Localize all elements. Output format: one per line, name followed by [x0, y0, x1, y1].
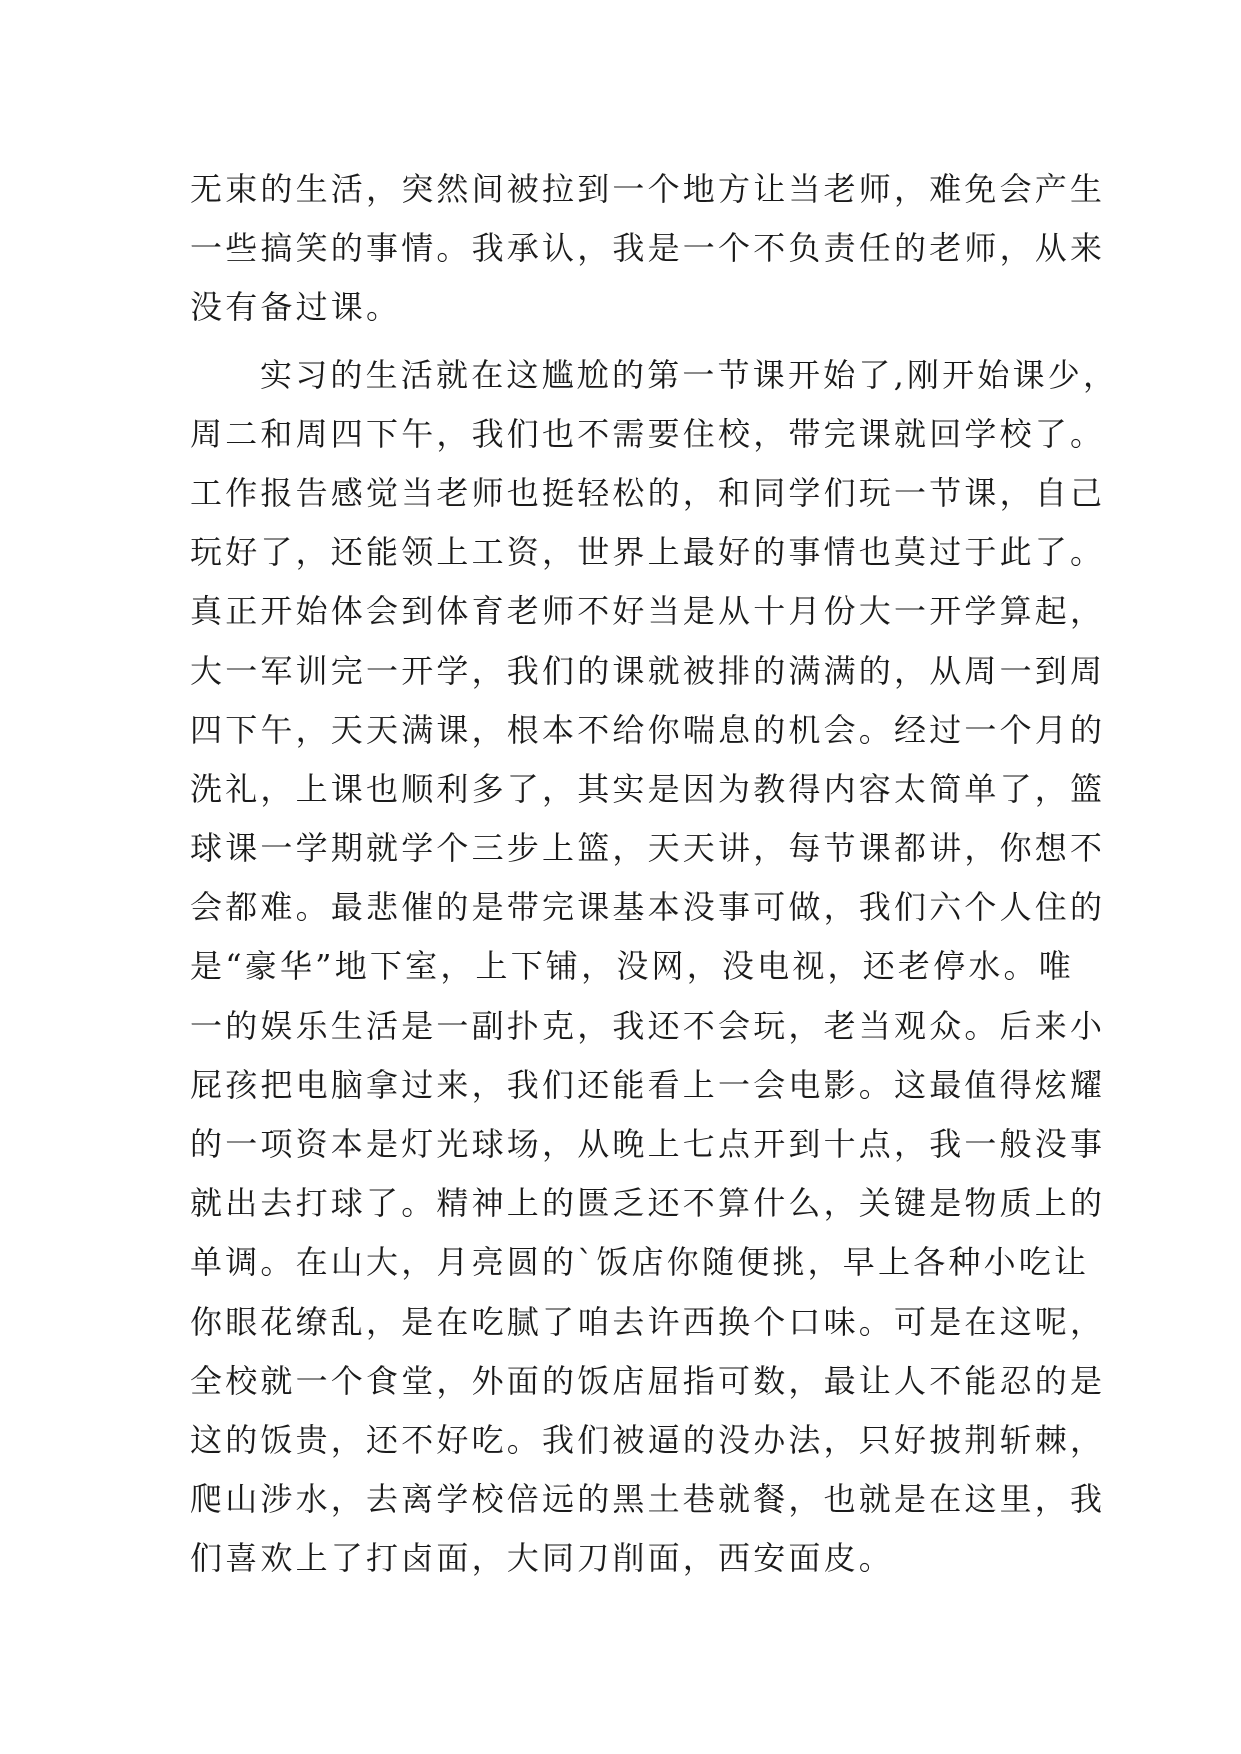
text-line: 会都难。最悲催的是带完课基本没事可做，我们六个人住的: [190, 888, 1106, 927]
text-line: 四下午，天天满课，根本不给你喘息的机会。经过一个月的: [190, 710, 1106, 749]
text-line: 真正开始体会到体育老师不好当是从十月份大一开学算起，: [190, 592, 1106, 631]
text-line: 没有备过课。: [190, 288, 402, 327]
text-line: 屁孩把电脑拿过来，我们还能看上一会电影。这最值得炫耀: [190, 1065, 1106, 1104]
text-line: 们喜欢上了打卤面，大同刀削面，西安面皮。: [190, 1539, 895, 1578]
text-line: 的一项资本是灯光球场，从晚上七点开到十点，我一般没事: [190, 1125, 1106, 1163]
text-line: 你眼花缭乱，是在吃腻了咱去许西换个口味。可是在这呢，: [190, 1302, 1106, 1341]
text-line: 工作报告感觉当老师也挺轻松的，和同学们玩一节课，自己: [190, 473, 1106, 512]
text-line: 球课一学期就学个三步上篮，天天讲，每节课都讲，你想不: [190, 829, 1106, 868]
text-line: 是“豪华”地下室，上下铺，没网，没电视，还老停水。唯: [190, 947, 1074, 986]
text-line: 大一军训完一开学，我们的课就被排的满满的，从周一到周: [190, 651, 1106, 690]
text-line: 单调。在山大，月亮圆的`饭店你随便挑，早上各种小吃让: [190, 1243, 1090, 1282]
text-line: 周二和周四下午，我们也不需要住校，带完课就回学校了。: [190, 414, 1106, 453]
text-line: 就出去打球了。精神上的匮乏还不算什么，关键是物质上的: [190, 1184, 1106, 1223]
text-line: 这的饭贵，还不好吃。我们被逼的没办法，只好披荆斩棘，: [190, 1420, 1106, 1459]
paragraph-2: [190, 346, 1119, 1589]
text-line: 玩好了，还能领上工资，世界上最好的事情也莫过于此了。: [190, 533, 1106, 572]
text-line: 一的娱乐生活是一副扑克，我还不会玩，老当观众。后来小: [190, 1006, 1106, 1045]
paragraph-gap: [190, 338, 1070, 346]
text-line: 洗礼，上课也顺利多了，其实是因为教得内容太简单了，篮: [190, 769, 1106, 808]
text-line: 无束的生活，突然间被拉到一个地方让当老师，难免会产生: [190, 170, 1106, 208]
text-line: 全校就一个食堂，外面的饭店屈指可数，最让人不能忍的是: [190, 1361, 1106, 1400]
text-line: 一些搞笑的事情。我承认，我是一个不负责任的老师，从来: [190, 229, 1106, 268]
text-line: 实习的生活就在这尴尬的第一节课开始了,刚开始课少，: [260, 355, 1119, 394]
text-line: 爬山涉水，去离学校倍远的黑土巷就餐，也就是在这里，我: [190, 1480, 1106, 1519]
document-body: [190, 160, 1119, 1589]
paragraph-1: [190, 160, 1106, 338]
